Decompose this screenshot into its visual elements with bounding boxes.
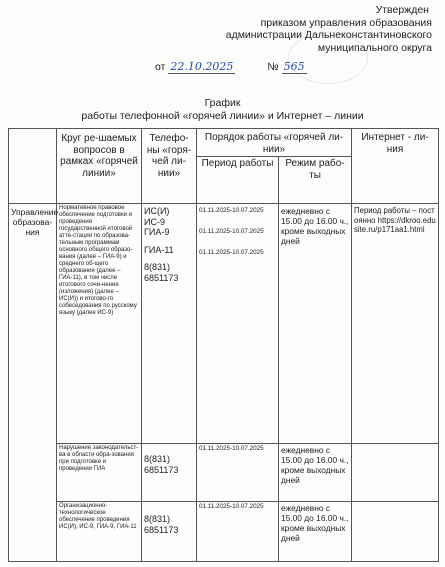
approval-heading: Утвержден	[375, 4, 429, 16]
date-prefix: от	[155, 61, 166, 73]
phone-line: ИС(И)	[144, 206, 170, 216]
phones-cell	[142, 502, 197, 562]
phone-line: ГИА-11	[144, 244, 174, 255]
phones-cell	[142, 444, 197, 502]
phone-line: 6851173	[144, 272, 179, 283]
approval-district-line: муниципального округа	[317, 41, 432, 54]
internet-cell: Период работы – постоянно https://dkroo.edusite.ru/p171aa1.html	[352, 204, 439, 444]
period-line: 01.11.2025-10.07.2025	[199, 228, 264, 235]
period-line: 01.11.2025-10.07.2025	[199, 249, 264, 256]
header-org	[9, 129, 57, 204]
header-work-order: Порядок работы «горячей ли-нии»	[197, 129, 352, 157]
table-row	[9, 444, 439, 502]
header-period: Период работы	[197, 157, 279, 204]
phone-line: 6851173	[144, 524, 179, 535]
issue-cell: Организационно-технологическое обеспечение проведения ИС(И), ИС-9, ГИА-9, ГИА-11	[57, 502, 142, 562]
phone-line: 8(831)	[144, 454, 171, 464]
header-phones: Телефо-ны «горя-чей ли-нии»	[142, 129, 197, 204]
mode-cell: ежедневно с 15.00 до 16.00 ч., кроме выходных дней	[279, 444, 352, 502]
period-cell	[197, 502, 279, 562]
phones-cell	[142, 204, 197, 444]
title-subtitle: работы телефонной «горячей линии» и Интернет – линии	[81, 110, 364, 122]
header-issues: Круг ре-шаемых вопросов в рамках «горячей линии»	[57, 129, 142, 204]
table-row	[9, 502, 439, 562]
header-row	[9, 129, 439, 157]
handwritten-number: 565	[283, 60, 305, 73]
handwritten-date: 22.10.2025	[170, 60, 234, 73]
mode-cell: ежедневно с 15.00 до 16.00 ч., кроме выходных дней	[279, 204, 352, 444]
number-prefix: №	[267, 61, 279, 73]
phone-line: 8(831)	[144, 262, 171, 272]
header-mode: Режим рабо-ты	[279, 157, 352, 204]
internet-cell	[352, 502, 439, 562]
internet-cell	[352, 444, 439, 502]
org-cell: Управление образова-ния	[9, 204, 57, 562]
approval-administration-line: администрации Дальнеконстантиновского	[225, 29, 432, 41]
phone-line: 6851173	[144, 464, 179, 475]
approval-date-line	[155, 60, 307, 74]
phone-line: ИС-9	[144, 216, 165, 227]
table-row	[9, 204, 439, 444]
phone-line: ГИА-9	[144, 227, 170, 237]
phone-line: 8(831)	[144, 514, 171, 524]
issue-cell: Нарушение законодательст-ва в области обра-зования при подготовке и проведении ГИА	[57, 444, 142, 502]
period-line: 01.11.2025-10.07.2025	[199, 503, 264, 510]
header-internet: Интернет - ли-ния	[352, 129, 439, 204]
period-line: 01.11.2025-10.07.2025	[199, 445, 264, 452]
document-title	[0, 97, 445, 123]
approval-block	[132, 4, 432, 54]
period-cell	[197, 444, 279, 502]
mode-cell: ежедневно с 15.00 до 16.00 ч., кроме выходных дней	[279, 502, 352, 562]
period-cell	[197, 204, 279, 444]
issue-cell: Нормативное правовое обеспечение подготовки и проведения государственной итоговой атте-стации по образова-тельным программам основного общего образо-вания (далее – ГИА-9) и среднего об-щего образования (далее – ГИА-11), в том числе итогового сочи-нения (изложения) (далее – ИС(И)) и итогово-го собеседования по русскому языку (далее ИС-9)	[57, 204, 142, 444]
period-line: 01.11.2025-10.07.2025	[199, 207, 264, 214]
schedule-table	[8, 128, 439, 562]
faint-stamp	[288, 32, 368, 84]
approval-order-line: приказом управления образования	[260, 16, 432, 29]
title-main: График	[204, 97, 241, 109]
